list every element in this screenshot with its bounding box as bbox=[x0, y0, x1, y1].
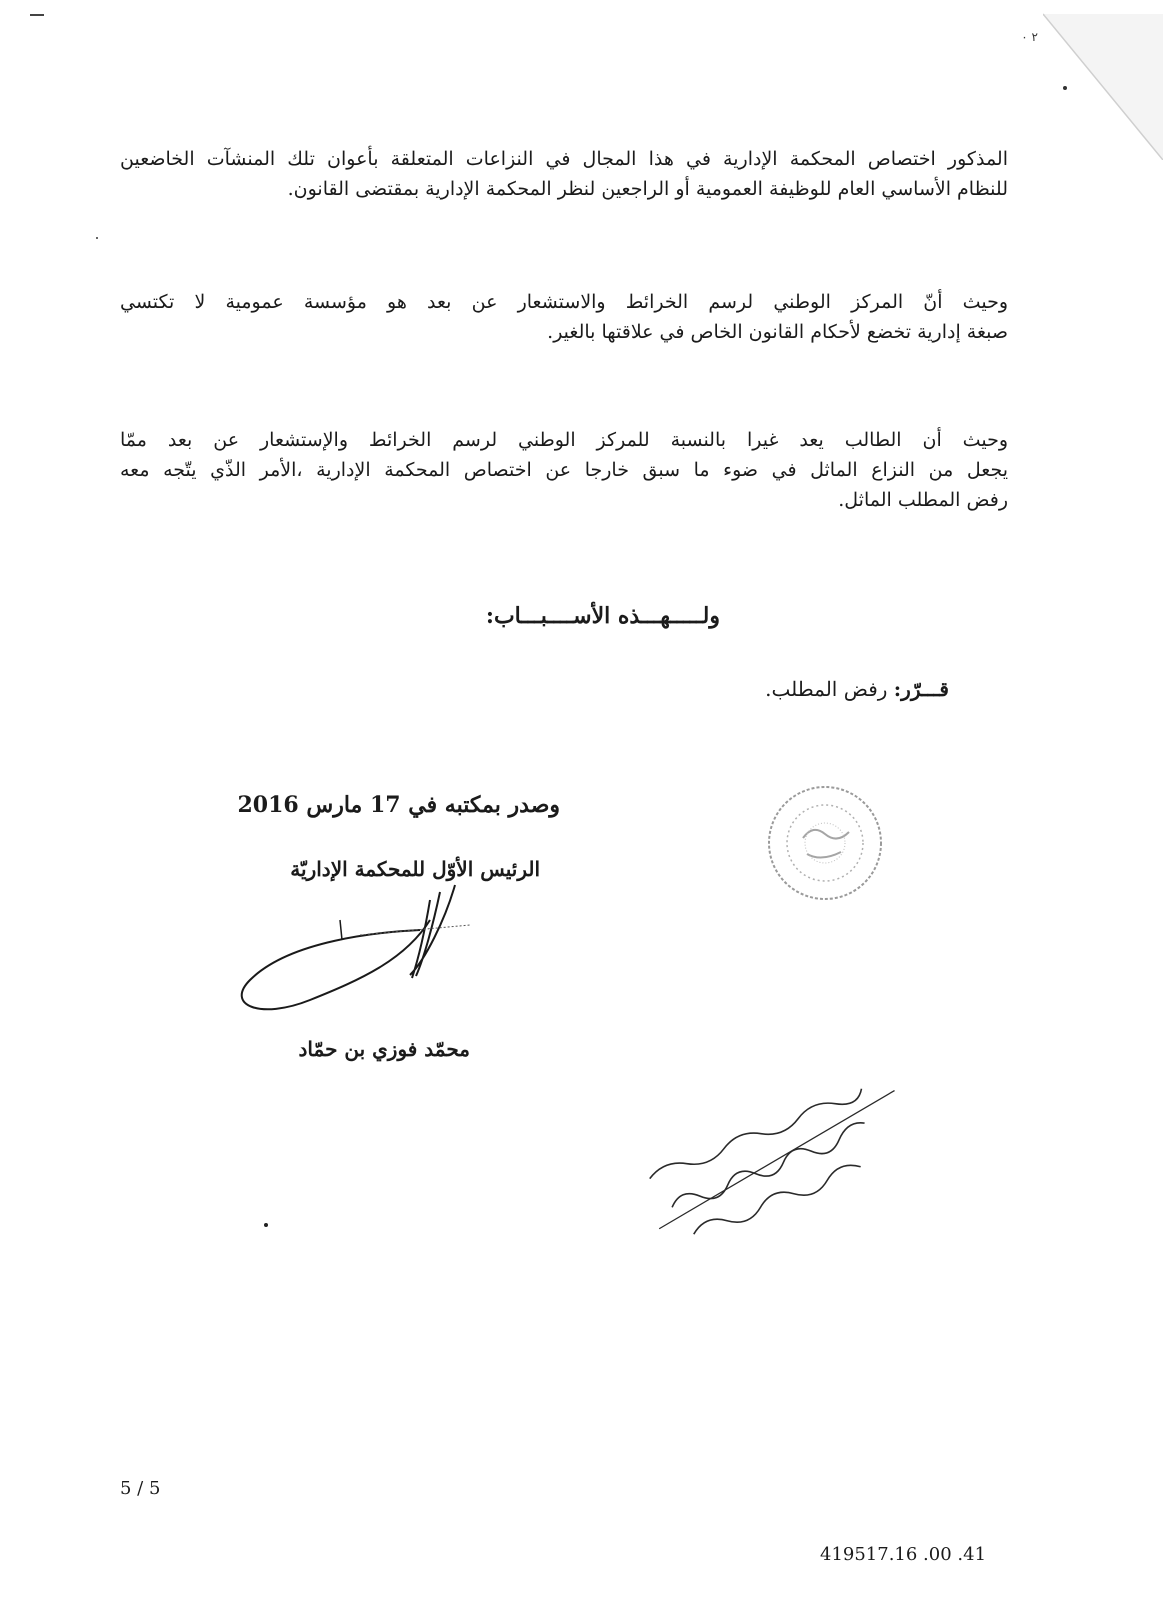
president-signature bbox=[230, 880, 480, 1030]
clerk-signature-stamp bbox=[630, 1070, 920, 1240]
text-line: المذكور اختصاص المحكمة الإدارية في هذا المجال في النزاعات المتعلقة بأعوان تلك المنشآت الخاضعين bbox=[120, 148, 1008, 170]
decision-line bbox=[765, 677, 949, 701]
text-line: وحيث أنّ المركز الوطني لرسم الخرائط والاستشعار عن بعد هو مؤسسة عمومية لا تكتسي bbox=[120, 291, 1008, 313]
corner-annotation: ٢ ٠ bbox=[1021, 30, 1038, 44]
issued-date-line: وصدر بمكتبه في 17 مارس 2016 bbox=[237, 792, 560, 818]
paragraph-conclusion bbox=[120, 425, 1008, 515]
ink-dot bbox=[264, 1223, 268, 1227]
text-line: وحيث أن الطالب يعد غيرا بالنسبة للمركز الوطني لرسم الخرائط والإستشعار عن بعد ممّا bbox=[120, 429, 1008, 451]
ink-dot bbox=[96, 237, 98, 239]
decision-label: قـــرّر: bbox=[893, 677, 949, 701]
ink-dot bbox=[1063, 86, 1067, 90]
text-line: رفض المطلب الماثل. bbox=[838, 489, 1008, 511]
text-line: يجعل من النزاع الماثل في ضوء ما سبق خارجا عن اختصاص المحكمة الإدارية ،الأمر الذّي يتّجه معه bbox=[120, 459, 1008, 481]
page-number: 5 / 5 bbox=[120, 1478, 161, 1499]
president-title: الرئيس الأوّل للمحكمة الإداريّة bbox=[290, 857, 540, 881]
text-line: للنظام الأساسي العام للوظيفة العمومية أو الراجعين لنظر المحكمة الإدارية بمقتضى القانون. bbox=[287, 178, 1008, 200]
document-number: 419517.16 .00 .41 bbox=[820, 1544, 987, 1565]
text-line: صبغة إدارية تخضع لأحكام القانون الخاص في علاقتها بالغير. bbox=[547, 321, 1008, 343]
page-fold-corner bbox=[1043, 0, 1163, 160]
court-seal-stamp bbox=[755, 778, 895, 908]
corner-mark bbox=[30, 14, 44, 16]
president-name: محمّد فوزي بن حمّاد bbox=[298, 1037, 470, 1061]
paragraph-public-institution bbox=[120, 287, 1008, 347]
paragraph-jurisdiction bbox=[120, 144, 1008, 204]
reasons-heading: ولـــــهـــذه الأســــبـــاب: bbox=[485, 603, 720, 629]
decision-text: رفض المطلب. bbox=[765, 677, 894, 701]
